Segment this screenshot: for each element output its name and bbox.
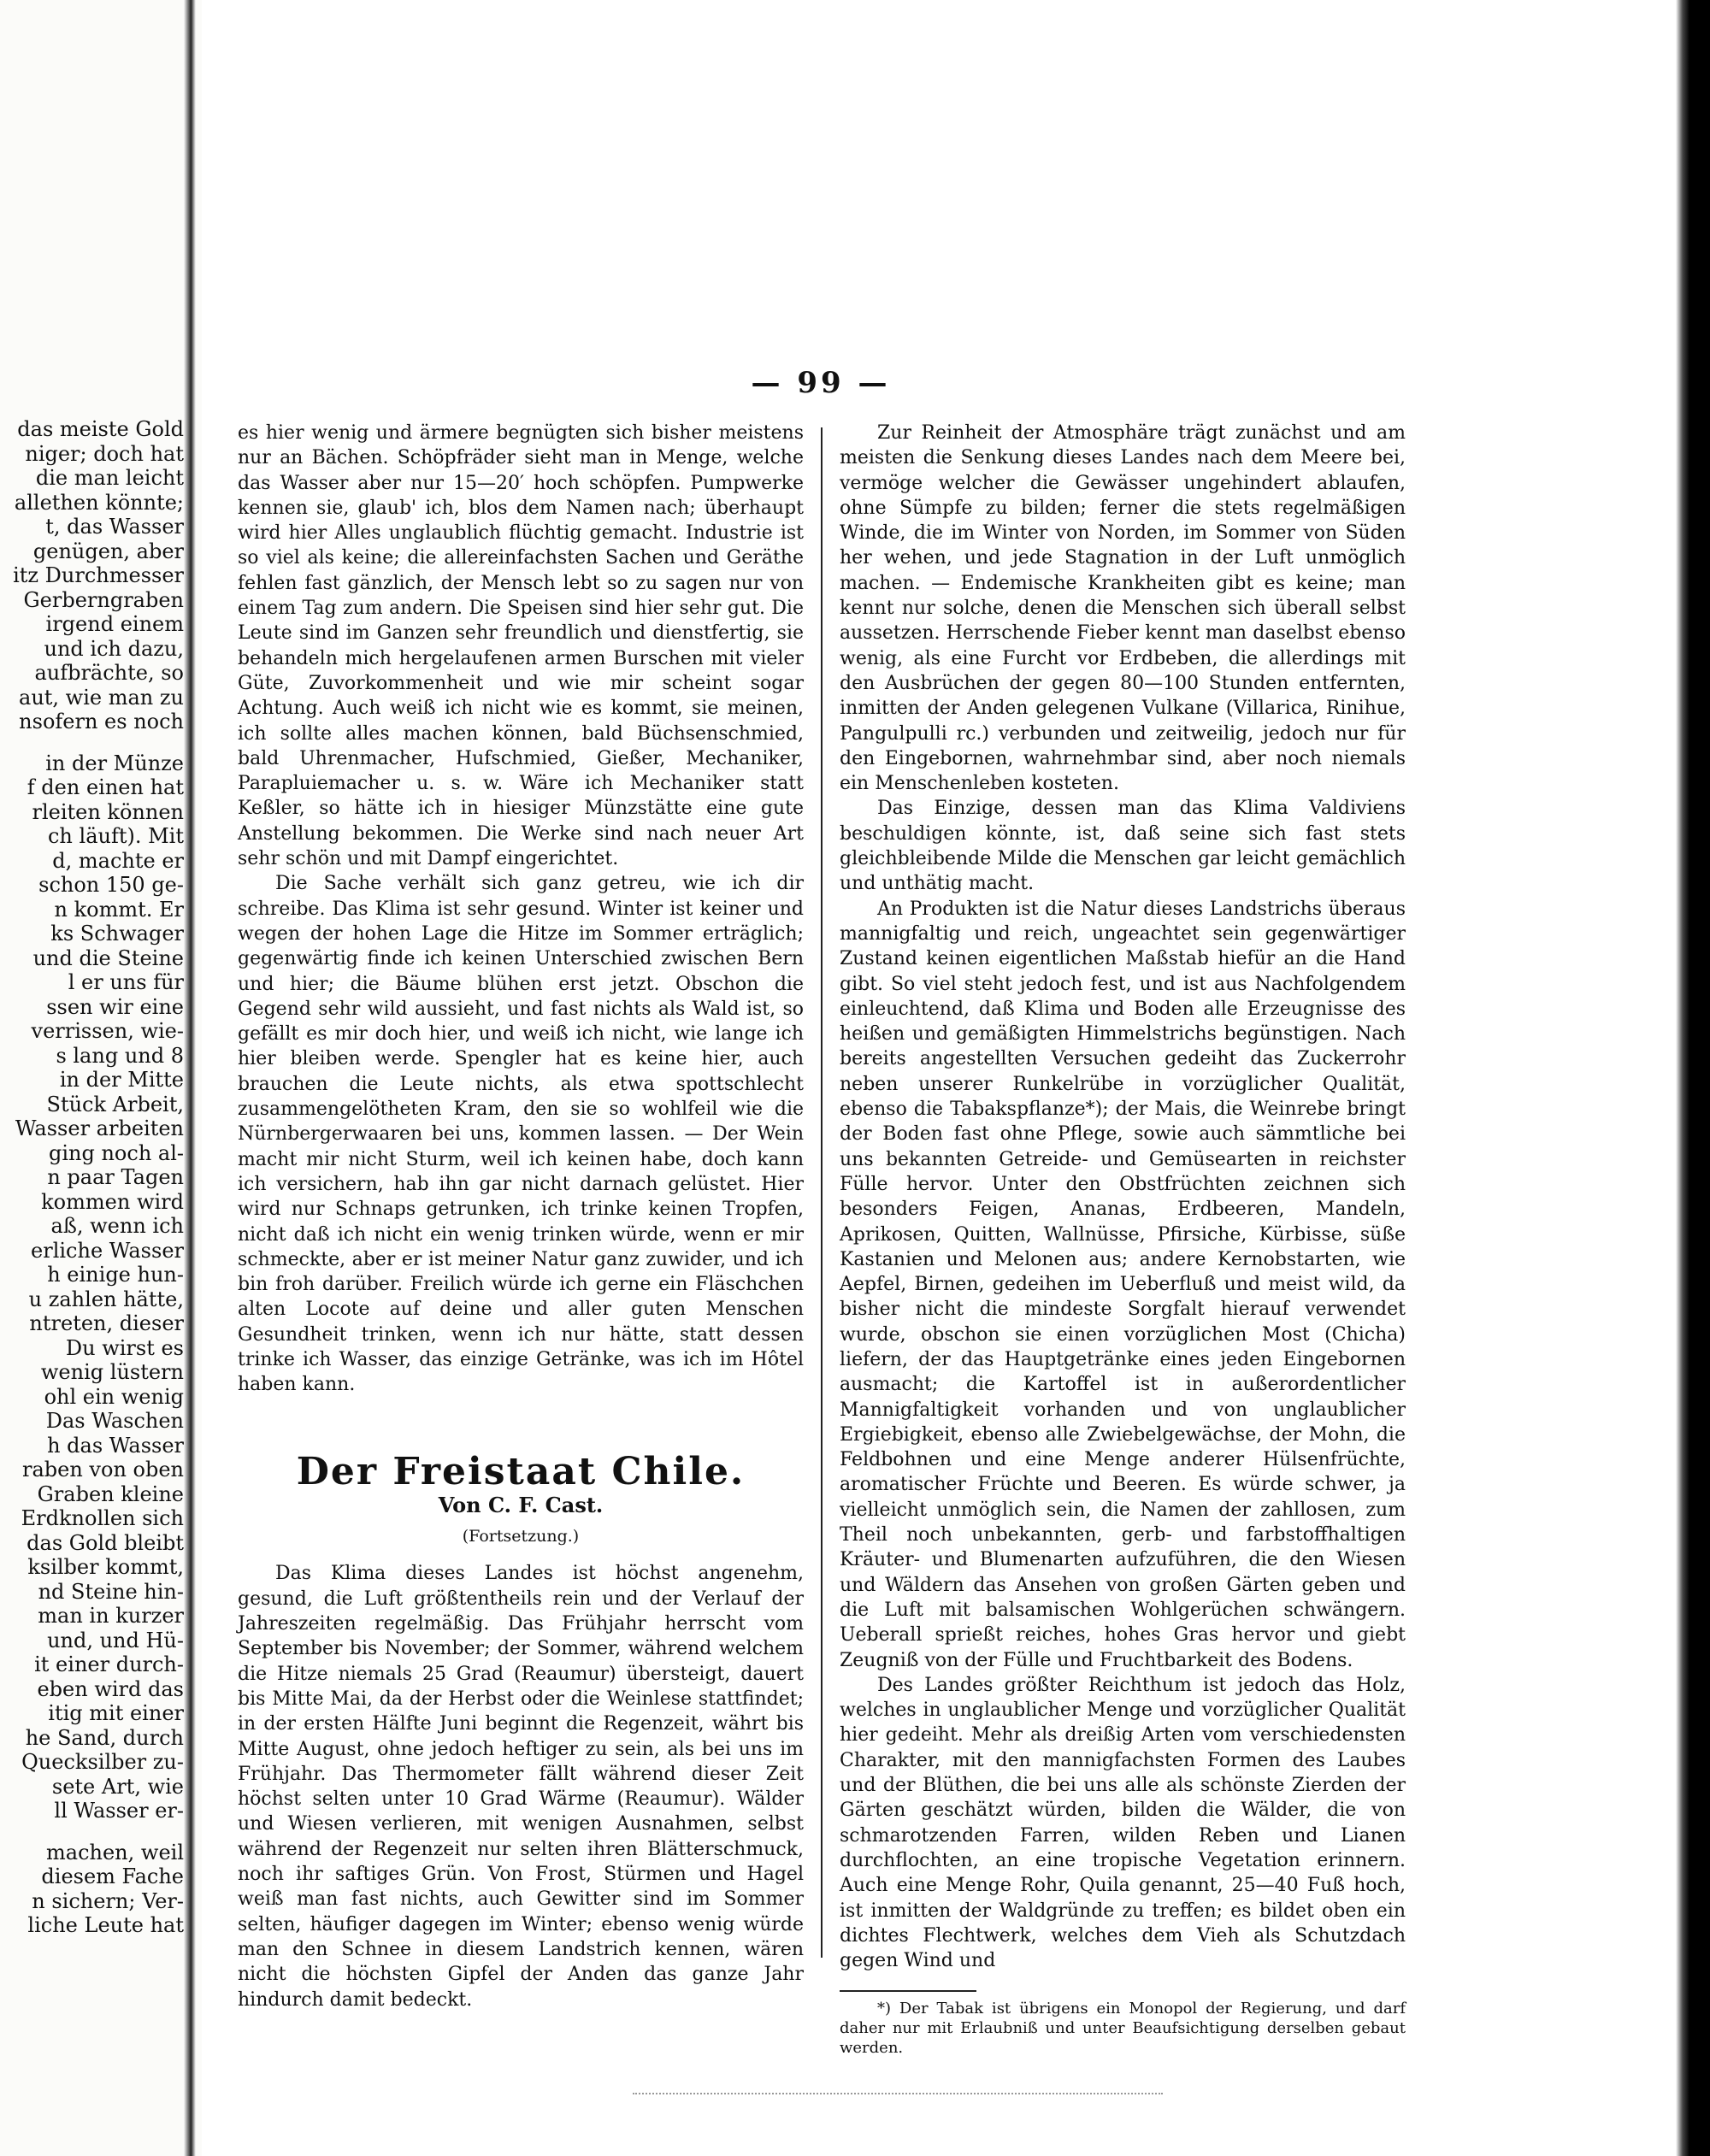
left-page-line: u zahlen hätte, [28, 1287, 184, 1311]
left-page-line: ssen wir eine [46, 994, 184, 1019]
left-page-line: wenig lüstern [40, 1360, 184, 1384]
left-page-line: Du wirst es [65, 1335, 184, 1360]
left-page-line: h einige hun- [47, 1263, 184, 1287]
left-page-line: liche Leute hat [27, 1913, 184, 1937]
left-page-line: aufbrächte, so [34, 661, 184, 685]
left-page-line: das meiste Gold [17, 417, 184, 441]
left-page-line: eben wird das [37, 1676, 184, 1701]
left-page-line: Stück Arbeit, [46, 1092, 184, 1116]
page-gutter [184, 0, 196, 2156]
left-page-line: f den einen hat [27, 775, 184, 799]
left-page-line: h das Wasser [47, 1433, 184, 1458]
left-page-line: ging noch al- [48, 1140, 184, 1165]
left-page-line: Wasser arbeiten [15, 1116, 184, 1140]
left-page-line: niger; doch hat [25, 441, 184, 466]
article-header [238, 1449, 804, 1550]
left-page-line: nsofern es noch [19, 710, 184, 733]
column-divider [821, 427, 823, 1958]
left-page-line: ohl ein wenig [44, 1384, 184, 1409]
left-page-line: irgend einem [45, 612, 184, 636]
paragraph: An Produkten ist die Natur dieses Landstrichs überaus mannigfaltig und reich, ungeachtet sein gegenwärtiger Zustand keinen eigentlichen Maßstab hiefür an die Hand gibt. So viel steht jedoch fest, und ist aus Nachfolgendem einleuchtend, daß Klima und Boden alle Erzeugnisse des heißen und gemäßigten Himmelstrichs begünstigen. Nach bereits angestellten Versuchen gedeiht das Zuckerrohr neben unserer Runkelrübe in vorzüglicher Qualität, ebenso die Tabakspflanze*); der Mais, die Weinrebe bringt der Boden fast ohne Pflege, sowie auch sämmtliche bei uns bekannten Getreide- und Gemüsearten in reichster Fülle hervor. Unter den Obstfrüchten zeichnen sich besonders Feigen, Ananas, Erdbeeren, Mandeln, Aprikosen, Quitten, Wallnüsse, Pfirsiche, Kürbisse, süße Kastanien und Melonen aus; andere Kernobstarten, wie Aepfel, Birnen, gedeihen im Ueberfluß und meist wild, da bisher nicht die mindeste Sorgfalt hierauf verwendet wurde, obschon sie einen vorzüglichen Most (Chicha) liefern, der das Hauptgetränke eines jeden Eingebornen ausmacht; die Kartoffel ist in außerordentlicher Mannigfaltigkeit vorhanden und von unglaublicher Ergiebigkeit, ebenso alle Zwiebelgewächse, der Mohn, die Feldbohnen und eine Menge anderer Hülsenfrüchte, aromatischer Früchte und Beeren. Es würde schwer, ja vielleicht unmöglich sein, die Namen der zahllosen, zum Theil noch unbekannten, gerb- und farbstoffhaltigen Kräuter- und Blumenarten aufzuführen, die den Wiesen und Wäldern das Ansehen von großen Gärten geben und die Luft mit balsamischen Wohlgerüchen schwängern. Ueberall sprießt reiches, hohes Gras hervor und giebt Zeugniß von der Fülle und Fruchtbarkeit des Bodens. [840, 898, 1406, 1671]
left-page-line: Erdknollen sich [21, 1506, 184, 1530]
left-page-line: diesem Fache [41, 1864, 184, 1888]
left-page-line: sete Art, wie [51, 1774, 184, 1799]
left-page-line: ks Schwager [50, 922, 184, 945]
left-page-line [0, 1823, 184, 1841]
paragraph: Das Klima dieses Landes ist höchst angenehm, gesund, die Luft größtentheils rein und der Verlauf der Jahreszeiten regelmäßig. Das Frühjahr herrscht vom September bis November; der Sommer, während welchem die Hitze niemals 25 Grad (Reaumur) übersteigt, dauert bis Mitte Mai, da der Herbst oder die Weinlese stattfindet; in der ersten Hälfte Juni beginnt die Regenzeit, währt bis Mitte August, ohne jedoch heftiger zu sein, als bei uns im Frühjahr. Das Thermometer fällt während dieser Zeit höchst selten unter 10 Grad Wärme (Reaumur). Wälder und Wiesen verlieren, mit wenigen Ausnahmen, selbst während der Regenzeit nur selten ihren Blätterschmuck, noch ihr saftiges Grün. Von Frost, Stürmen und Hagel weiß man fast nichts, auch Gewitter sind im Sommer selten, häufiger dagegen im Winter; ebenso wenig würde man den Schnee in diesem Landstrich kennen, wären nicht die höchsten Gipfel der Anden das ganze Jahr hindurch damit bedeckt. [238, 1563, 804, 2011]
left-page-line: Quecksilber zu- [21, 1750, 184, 1774]
left-page-line: in der Mitte [59, 1068, 184, 1092]
column-right [840, 421, 1406, 2058]
paragraph: Die Sache verhält sich ganz getreu, wie ich dir schreibe. Das Klima ist sehr gesund. Winter ist keiner und wegen der hohen Lage die Hitze im Sommer erträglich; gegenwärtig finde ich keinen Unterschied zwischen Bern und hier; die Bäume blühen erst jetzt. Obschon die Gegend sehr wild aussieht, und fast nichts als Wald ist, so gefällt es mir doch hier, und weiß ich nicht, wie lange ich hier bleiben werde. Spengler hat es keine hier, auch brauchen die Leute nichts, als etwa spottschlecht zusammengelötheten Kram, den sie so wohlfeil wie die Nürnbergerwaaren bei uns, kommen lassen. — Der Wein macht mir nicht Sturm, weil ich keinen habe, doch kann ich versichern, hab ihn gar nicht darnach gelüstet. Hier wird nur Schnaps getrunken, ich trinke keinen Tropfen, nicht daß ich nicht ein wenig trinken würde, wenn er mir schmeckte, aber er ist meiner Natur ganz zuwider, und ich bin froh darüber. Freilich würde ich gerne ein Fläschchen alten Locote auf deine und aller guten Menschen Gesundheit trinken, wenn ich nur hätte, statt dessen trinke ich Wasser, das einzige Getränke, was ich im Hôtel haben kann. [238, 873, 804, 1396]
left-page-line: Graben kleine [37, 1482, 184, 1506]
left-page-line: man in kurzer [38, 1604, 184, 1628]
left-page-line: raben von oben [22, 1458, 184, 1482]
footnote: *) Der Tabak ist übrigens ein Monopol der Regierung, und darf daher nur mit Erlaubniß und unter Beaufsichtigung derselben gebaut werden. [840, 2000, 1406, 2058]
paragraph: es hier wenig und ärmere begnügten sich bisher meistens nur an Bächen. Schöpfräder sieht man in Menge, welche das Wasser aber nur 15—20′ hoch schöpfen. Pumpwerke kennen sie, glaub' ich, blos dem Namen nach; überhaupt wird hier Alles unglaublich flüchtig gemacht. Industrie ist so viel als keine; die allereinfachsten Sachen und Geräthe fehlen fast gänzlich, der Mensch lebt so zu sagen nur von einem Tag zum andern. Die Speisen sind hier sehr gut. Die Leute sind im Ganzen sehr freundlich und dienstfertig, sie behandeln mich hergelaufenen armen Burschen mit vieler Güte, Zuvorkommenheit und wie mir scheint sogar Achtung. Auch weiß ich nicht wie es kommt, sie meinen, ich sollte alles machen können, bald Büchsenschmied, bald Uhrenmacher, Hufschmied, Gießer, Mechaniker, Parapluiemacher u. s. w. Wäre ich Mechaniker statt Keßler, so hätte ich in hiesiger Münzstätte eine gute Anstellung bekommen. Die Werke sind nach neuer Art sehr schön und mit Dampf eingerichtet. [238, 422, 804, 870]
footnote-rule [840, 1990, 976, 1992]
left-page-line: n paar Tagen [47, 1165, 184, 1189]
left-page-line: und, und Hü- [47, 1628, 184, 1652]
left-page-line: it einer durch- [34, 1652, 184, 1676]
left-page-line: verrissen, wie- [31, 1019, 184, 1043]
left-page-line: ll Wasser er- [54, 1799, 184, 1823]
left-page-fragment [0, 0, 202, 2156]
left-page-line: itz Durchmesser [13, 563, 184, 587]
left-page-line: ch läuft). Mit [47, 824, 184, 848]
left-page-line: n sichern; Ver- [32, 1888, 184, 1913]
left-page-line: und die Steine [32, 945, 184, 970]
left-page-line: Gerberngraben [23, 587, 184, 612]
left-page-line: ntreten, dieser [29, 1311, 184, 1335]
left-page-line: und ich dazu, [44, 636, 184, 661]
left-page-line: n kommt. Er [54, 897, 184, 922]
article-title: Der Freistaat Chile. [296, 1449, 746, 1493]
left-page-line: genügen, aber [32, 539, 184, 563]
left-page-line: schon 150 ge- [38, 873, 184, 897]
left-page-text [0, 417, 184, 1938]
left-page-line: s lang und 8 [56, 1043, 184, 1068]
left-page-line: ksilber kommt, [27, 1555, 184, 1579]
left-page-line: l er uns für [68, 970, 184, 994]
left-page-line: allethen könnte; [14, 490, 184, 515]
article-author: Von C. F. Cast. [438, 1492, 604, 1517]
left-page-line: erliche Wasser [31, 1238, 184, 1263]
left-page-line: das Gold bleibt [27, 1530, 184, 1555]
left-page-line: he Sand, durch [25, 1725, 184, 1750]
left-page-line: kommen wird [41, 1189, 184, 1214]
paragraph: Das Einzige, dessen man das Klima Valdiviens beschuldigen könnte, ist, daß seine sich fast stets gleichbleibende Milde die Menschen gar leicht gemächlich und unthätig macht. [840, 798, 1406, 895]
bottom-scribble [633, 2077, 1163, 2094]
left-page-line: aß, wenn ich [50, 1214, 184, 1238]
book-edge [1676, 0, 1710, 2156]
paragraph: Des Landes größter Reichthum ist jedoch das Holz, welches in unglaublicher Menge und vorzüglicher Qualität hier gedeiht. Mehr als dreißig Arten vom verschiedensten Charakter, mit den mannigfachsten Formen des Laubes und der Blüthen, die bei uns alle als schönste Zierden der Gärten geschätzt würden, bilden die Wälder, die von schmarotzenden Farren, wilden Reben und Lianen durchflochten, an eine tropische Vegetation erinnern. Auch eine Menge Rohr, Quila genannt, 25—40 Fuß hoch, ist inmitten der Waldgründe zu treffen; es bildet oben ein dichtes Flechtwerk, welches dem Vieh als Schutzdach gegen Wind und [840, 1674, 1406, 1972]
left-page-line: in der Münze [45, 751, 184, 775]
article-continuation-note: (Fortsetzung.) [462, 1527, 580, 1546]
left-page-line: t, das Wasser [45, 515, 184, 539]
left-page-line: rleiten können [32, 799, 184, 824]
left-page-line: die man leicht [35, 466, 184, 490]
left-page-line: nd Steine hin- [38, 1579, 184, 1604]
left-page-line [0, 734, 184, 751]
left-page-line: d, machte er [52, 848, 184, 873]
left-page-line: itig mit einer [48, 1701, 184, 1725]
paragraph: Zur Reinheit der Atmosphäre trägt zunächst und am meisten die Senkung dieses Landes nach dem Meere bei, vermöge welcher die Gewässer ungehindert ablaufen, ohne Sümpfe zu bilden; ferner die stets regelmäßigen Winde, die im Winter von Norden, im Sommer von Süden her wehen, und jede Stagnation in der Luft unmöglich machen. — Endemische Krankheiten gibt es keine; man kennt nur solche, denen die Menschen sich überall selbst aussetzen. Herrschende Fieber kennt man daselbst ebenso wenig, als eine Furcht vor Erdbeben, die allerdings mit den Ausbrüchen der gegen 80—100 Stunden entfernten, inmitten der Anden gelegenen Vulkane (Villarica, Rinihue, Pangulpulli rc.) verbunden und zeitweilig, jedoch nur für den Eingebornen, wahrnehmbar sind, aber noch niemals ein Menschenleben kosteten. [840, 422, 1406, 795]
column-left [238, 421, 804, 2012]
left-page-line: Das Waschen [45, 1409, 184, 1433]
page-number: — 99 — [751, 366, 891, 400]
left-page-line: machen, weil [46, 1840, 184, 1864]
left-page-line: aut, wie man zu [19, 685, 184, 710]
